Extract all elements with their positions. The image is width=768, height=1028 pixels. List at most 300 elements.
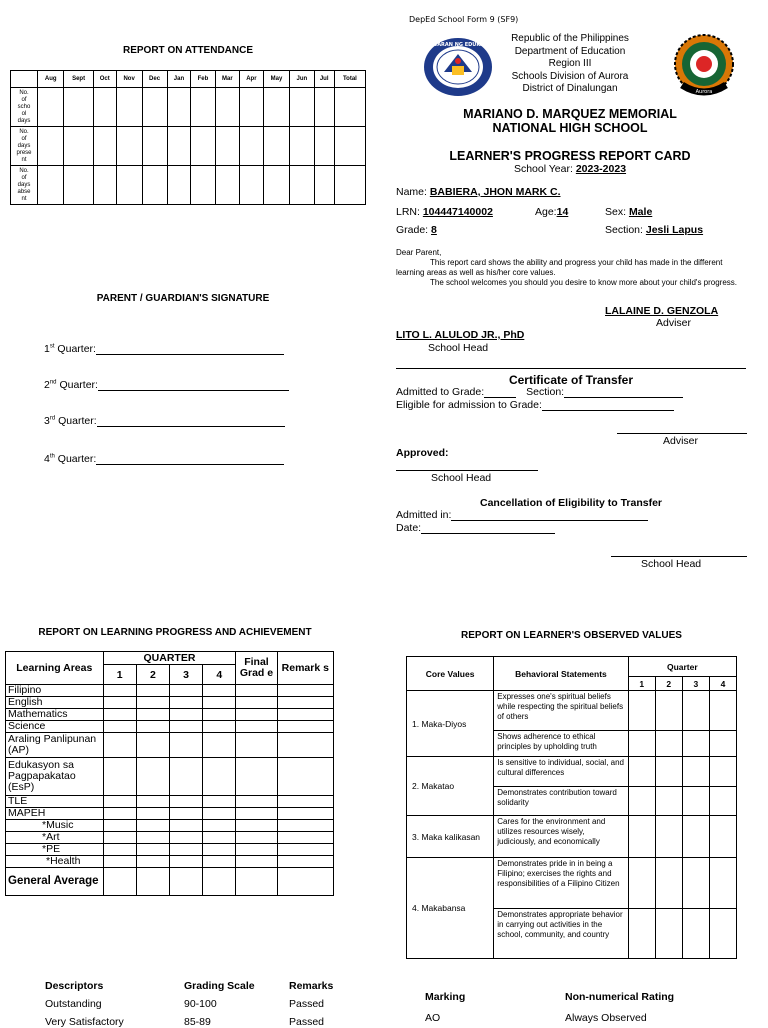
behavioral-statement: Cares for the environment and utilizes resources wisely, judiciously, and economically xyxy=(494,816,628,858)
scale-cell: 90-100 xyxy=(184,998,217,1010)
attendance-title: REPORT ON ATTENDANCE xyxy=(123,45,253,56)
attendance-cell[interactable] xyxy=(334,88,365,127)
transfer-section-line xyxy=(564,388,683,398)
attendance-row-label-part: days xyxy=(17,117,31,124)
values-rating-cell[interactable] xyxy=(709,731,736,757)
values-rating-cell[interactable] xyxy=(655,816,682,858)
values-rating-cell[interactable] xyxy=(682,731,709,757)
learning-area-row xyxy=(6,808,334,820)
values-rating-cell[interactable] xyxy=(655,757,682,787)
quarter-number-header: 4 xyxy=(203,665,236,685)
quarter-number: 1 xyxy=(44,343,50,355)
col-core-values: Core Values xyxy=(407,657,494,691)
attendance-row-label-part: scho xyxy=(17,103,31,110)
learner-lrn xyxy=(396,206,493,218)
values-rating-cell[interactable] xyxy=(709,691,736,731)
attendance-cell[interactable] xyxy=(290,88,314,127)
scale-cell: Passed xyxy=(289,1016,325,1028)
attendance-cell[interactable] xyxy=(215,88,239,127)
learner-grade xyxy=(396,224,437,236)
letter-paragraph-1: This report card shows the ability and progress your child has made in the different learning areas as well as his/her core values. xyxy=(396,258,723,277)
learning-area-row xyxy=(6,856,334,868)
values-rating-cell[interactable] xyxy=(628,731,655,757)
grade-cell[interactable] xyxy=(203,868,236,896)
values-rating-cell[interactable] xyxy=(628,909,655,959)
grade-cell[interactable] xyxy=(169,685,202,697)
marking-header: Marking xyxy=(425,991,466,1003)
attendance-month-header: Aug xyxy=(38,71,64,88)
grade-cell[interactable] xyxy=(136,697,169,709)
values-rating-cell[interactable] xyxy=(709,816,736,858)
values-rating-cell[interactable] xyxy=(655,909,682,959)
grade-cell[interactable] xyxy=(277,697,333,709)
attendance-row-label-part: ol xyxy=(21,110,27,117)
marking-header: Non-numerical Rating xyxy=(565,991,675,1003)
attendance-cell[interactable] xyxy=(93,166,116,205)
grade-cell[interactable] xyxy=(277,733,333,758)
grade-cell[interactable] xyxy=(169,856,202,868)
grade-cell[interactable] xyxy=(136,709,169,721)
behavioral-statement: Demonstrates pride in in being a Filipino; exercises the rights and responsibilities of a Filipino Citizen xyxy=(494,858,628,909)
approved-label: Approved: xyxy=(396,447,449,459)
grade-cell[interactable] xyxy=(236,832,277,844)
attendance-cell[interactable] xyxy=(64,166,93,205)
grade-cell[interactable] xyxy=(103,685,136,697)
section-label: Section: xyxy=(605,224,646,236)
general-average-row xyxy=(6,868,334,896)
quarter-label: Quarter: xyxy=(54,453,97,465)
attendance-row-label-part: prese xyxy=(16,149,32,156)
signature-line[interactable] xyxy=(98,381,289,391)
grade-cell[interactable] xyxy=(136,856,169,868)
attendance-corner xyxy=(11,71,38,88)
transfer-adviser-label: Adviser xyxy=(663,435,699,447)
grade-cell[interactable] xyxy=(136,758,169,796)
grade-cell[interactable] xyxy=(136,820,169,832)
grade-cell[interactable] xyxy=(169,721,202,733)
attendance-cell[interactable] xyxy=(290,127,314,166)
transfer-admitted xyxy=(396,386,683,398)
attendance-row-label-part: No. xyxy=(19,128,29,135)
learning-area-row xyxy=(6,796,334,808)
transfer-section-label: Section: xyxy=(526,386,565,398)
grade-cell[interactable] xyxy=(236,697,277,709)
progress-title: REPORT ON LEARNING PROGRESS AND ACHIEVEMENT xyxy=(38,627,312,638)
values-rating-cell[interactable] xyxy=(628,787,655,816)
core-value: 3. Maka kalikasan xyxy=(407,816,494,858)
values-rating-cell[interactable] xyxy=(709,909,736,959)
government-line: Region III xyxy=(548,58,592,69)
signature-line[interactable] xyxy=(97,417,285,427)
grade-cell[interactable] xyxy=(169,697,202,709)
learning-area-name: Araling Panlipunan (AP) xyxy=(6,733,104,758)
grade-cell[interactable] xyxy=(203,709,236,721)
attendance-cell[interactable] xyxy=(93,88,116,127)
attendance-cell[interactable] xyxy=(240,166,264,205)
name-value: BABIERA, JHON MARK C. xyxy=(429,186,561,198)
values-row xyxy=(407,691,737,731)
attendance-cell[interactable] xyxy=(314,127,334,166)
grade-cell[interactable] xyxy=(277,868,333,896)
attendance-cell[interactable] xyxy=(215,127,239,166)
attendance-row xyxy=(11,127,366,166)
grade-cell[interactable] xyxy=(103,820,136,832)
scale-cell: Passed xyxy=(289,998,325,1010)
attendance-cell[interactable] xyxy=(167,88,191,127)
grade-cell[interactable] xyxy=(277,808,333,820)
learning-area-name: Filipino xyxy=(6,685,104,697)
eligible-line xyxy=(542,401,674,411)
grade-cell[interactable] xyxy=(203,685,236,697)
scale-header: Descriptors xyxy=(45,980,104,992)
grade-cell[interactable] xyxy=(236,685,277,697)
attendance-cell[interactable] xyxy=(167,127,191,166)
attendance-cell[interactable] xyxy=(334,127,365,166)
admitted-grade-line xyxy=(484,388,516,398)
learning-area-row xyxy=(6,758,334,796)
grade-cell[interactable] xyxy=(103,844,136,856)
date-label: Date: xyxy=(396,522,422,534)
behavioral-statement: Is sensitive to individual, social, and cultural differences xyxy=(494,757,628,787)
values-row xyxy=(407,757,737,787)
grade-cell[interactable] xyxy=(203,844,236,856)
col-final-grade: Final Grad e xyxy=(236,652,277,685)
values-rating-cell[interactable] xyxy=(655,691,682,731)
behavioral-statement: Shows adherence to ethical principles by upholding truth xyxy=(494,731,628,757)
school-year xyxy=(400,163,740,175)
values-rating-cell[interactable] xyxy=(709,787,736,816)
grade-cell[interactable] xyxy=(103,808,136,820)
col-quarter: QUARTER xyxy=(103,652,236,665)
grade-cell[interactable] xyxy=(103,733,136,758)
quarter-suffix: rd xyxy=(49,415,56,422)
attendance-cell[interactable] xyxy=(334,166,365,205)
age-label: Age: xyxy=(535,206,557,218)
grade-cell[interactable] xyxy=(103,697,136,709)
grade-cell[interactable] xyxy=(203,697,236,709)
values-rating-cell[interactable] xyxy=(628,816,655,858)
grade-cell[interactable] xyxy=(136,844,169,856)
grade-cell[interactable] xyxy=(136,868,169,896)
attendance-cell[interactable] xyxy=(290,166,314,205)
attendance-month-header: Nov xyxy=(116,71,142,88)
attendance-cell[interactable] xyxy=(38,166,64,205)
cancellation-school-head-label: School Head xyxy=(641,558,702,570)
school-year-value: 2023-2023 xyxy=(575,163,627,175)
learning-area-row xyxy=(6,733,334,758)
learning-area-row xyxy=(6,820,334,832)
grade-cell[interactable] xyxy=(169,733,202,758)
grade-cell[interactable] xyxy=(169,868,202,896)
attendance-row-label xyxy=(11,166,38,205)
grade-cell[interactable] xyxy=(277,856,333,868)
grade-cell[interactable] xyxy=(203,832,236,844)
values-quarter-number: 1 xyxy=(628,677,655,691)
grade-cell[interactable] xyxy=(136,796,169,808)
core-value: 1. Maka-Diyos xyxy=(407,691,494,757)
grade-cell[interactable] xyxy=(236,796,277,808)
grade-cell[interactable] xyxy=(277,721,333,733)
learning-area-name: *PE xyxy=(6,844,104,856)
government-line: Schools Division of Aurora xyxy=(511,70,629,82)
sex-value: Male xyxy=(628,206,653,218)
signature-quarter-1 xyxy=(44,343,284,355)
school-name-line-1: MARIANO D. MARQUEZ MEMORIAL xyxy=(463,107,677,121)
learning-area-name: MAPEH xyxy=(6,808,104,820)
adviser-title: Adviser xyxy=(656,317,692,329)
signature-quarter-3 xyxy=(44,415,285,427)
grade-cell[interactable] xyxy=(203,721,236,733)
attendance-row-label-part: nt xyxy=(21,195,27,202)
grade-cell[interactable] xyxy=(277,832,333,844)
quarter-suffix: th xyxy=(49,453,55,460)
grade-cell[interactable] xyxy=(236,844,277,856)
government-line: Republic of the Philippines xyxy=(511,33,629,44)
grade-cell[interactable] xyxy=(169,808,202,820)
attendance-cell[interactable] xyxy=(263,166,289,205)
attendance-row-label-part: No. xyxy=(19,167,29,174)
attendance-row-label-part: nt xyxy=(21,156,27,163)
attendance-month-header: Jul xyxy=(314,71,334,88)
signature-line[interactable] xyxy=(96,455,284,465)
lrn-value: 104447140002 xyxy=(422,206,493,218)
attendance-cell[interactable] xyxy=(240,127,264,166)
attendance-cell[interactable] xyxy=(64,127,93,166)
grade-cell[interactable] xyxy=(203,820,236,832)
admitted-in-line xyxy=(451,511,648,521)
learning-area-name: *Art xyxy=(6,832,104,844)
values-rating-cell[interactable] xyxy=(628,757,655,787)
attendance-cell[interactable] xyxy=(263,127,289,166)
grade-cell[interactable] xyxy=(236,709,277,721)
quarter-number-header: 2 xyxy=(136,665,169,685)
attendance-month-header: Total xyxy=(334,71,365,88)
values-title: REPORT ON LEARNER'S OBSERVED VALUES xyxy=(461,630,682,641)
values-rating-cell[interactable] xyxy=(682,858,709,909)
school-name-line-2: NATIONAL HIGH SCHOOL xyxy=(492,121,648,135)
attendance-cell[interactable] xyxy=(64,88,93,127)
transfer-eligible xyxy=(396,399,674,411)
grade-cell[interactable] xyxy=(236,808,277,820)
grade-cell[interactable] xyxy=(236,820,277,832)
attendance-cell[interactable] xyxy=(93,127,116,166)
values-rating-cell[interactable] xyxy=(655,858,682,909)
attendance-cell[interactable] xyxy=(314,88,334,127)
attendance-table xyxy=(10,70,366,205)
grade-cell[interactable] xyxy=(103,868,136,896)
grade-cell[interactable] xyxy=(169,832,202,844)
grade-cell[interactable] xyxy=(277,685,333,697)
grade-cell[interactable] xyxy=(236,868,277,896)
government-line: Department of Education xyxy=(514,45,626,57)
grade-cell[interactable] xyxy=(169,844,202,856)
values-quarter-number: 4 xyxy=(709,677,736,691)
attendance-cell[interactable] xyxy=(38,127,64,166)
parent-letter xyxy=(396,248,741,288)
signature-title: PARENT / GUARDIAN'S SIGNATURE xyxy=(96,293,270,304)
learning-area-name: *Health xyxy=(6,856,104,868)
government-line: District of Dinalungan xyxy=(522,83,618,94)
learning-area-name: Edukasyon sa Pagpapakatao (EsP) xyxy=(6,758,104,796)
progress-table xyxy=(5,651,334,896)
learner-age xyxy=(535,206,568,218)
grade-cell[interactable] xyxy=(103,796,136,808)
quarter-number: 3 xyxy=(44,415,50,427)
section-divider xyxy=(396,368,746,369)
values-rating-cell[interactable] xyxy=(682,691,709,731)
grade-cell[interactable] xyxy=(203,796,236,808)
quarter-number-header: 3 xyxy=(169,665,202,685)
school-year-label: School Year: xyxy=(513,163,576,175)
learning-area-name: *Music xyxy=(6,820,104,832)
grade-cell[interactable] xyxy=(136,721,169,733)
learner-section xyxy=(605,224,703,236)
attendance-month-header: Sept xyxy=(64,71,93,88)
grade-cell[interactable] xyxy=(236,758,277,796)
learning-area-row xyxy=(6,832,334,844)
grade-cell[interactable] xyxy=(203,808,236,820)
attendance-row-label xyxy=(11,88,38,127)
learning-area-name: Science xyxy=(6,721,104,733)
sex-label: Sex: xyxy=(605,206,629,218)
values-rating-cell[interactable] xyxy=(682,909,709,959)
approved-line xyxy=(396,470,538,471)
grade-cell[interactable] xyxy=(169,709,202,721)
cancellation-title: Cancellation of Eligibility to Transfer xyxy=(479,497,663,509)
grade-cell[interactable] xyxy=(103,758,136,796)
attendance-row-label xyxy=(11,127,38,166)
grade-cell[interactable] xyxy=(236,856,277,868)
government-header xyxy=(470,33,670,96)
grade-cell[interactable] xyxy=(103,832,136,844)
values-rating-cell[interactable] xyxy=(709,757,736,787)
grade-cell[interactable] xyxy=(236,733,277,758)
behavioral-statement: Demonstrates contribution toward solidarity xyxy=(494,787,628,816)
values-rating-cell[interactable] xyxy=(682,757,709,787)
attendance-cell[interactable] xyxy=(116,88,142,127)
values-quarter-number: 3 xyxy=(682,677,709,691)
attendance-row xyxy=(11,88,366,127)
transfer-school-head-label: School Head xyxy=(431,472,492,484)
attendance-cell[interactable] xyxy=(191,166,215,205)
attendance-cell[interactable] xyxy=(191,88,215,127)
grade-cell[interactable] xyxy=(169,796,202,808)
grade-cell[interactable] xyxy=(136,733,169,758)
signature-line[interactable] xyxy=(96,345,284,355)
grade-cell[interactable] xyxy=(136,685,169,697)
attendance-cell[interactable] xyxy=(191,127,215,166)
signature-quarter-2 xyxy=(44,379,289,391)
scale-cell: Outstanding xyxy=(45,998,102,1010)
grade-cell[interactable] xyxy=(103,856,136,868)
learning-area-name: TLE xyxy=(6,796,104,808)
grade-cell[interactable] xyxy=(136,808,169,820)
attendance-month-header: Apr xyxy=(240,71,264,88)
grade-value: 8 xyxy=(431,224,437,236)
attendance-row-label-part: abse xyxy=(17,188,31,195)
letter-paragraph-2: The school welcomes you should you desire to know more about your child's progress. xyxy=(430,278,738,287)
quarter-suffix: st xyxy=(49,343,55,350)
values-rating-cell[interactable] xyxy=(628,858,655,909)
attendance-cell[interactable] xyxy=(116,127,142,166)
grade-cell[interactable] xyxy=(203,733,236,758)
grade-cell[interactable] xyxy=(103,709,136,721)
marking-cell: Always Observed xyxy=(565,1012,647,1024)
attendance-cell[interactable] xyxy=(215,166,239,205)
admitted-grade-label: Admitted to Grade: xyxy=(396,386,485,398)
quarter-label: Quarter: xyxy=(55,415,97,427)
scale-header: Grading Scale xyxy=(184,980,255,992)
attendance-cell[interactable] xyxy=(314,166,334,205)
attendance-cell[interactable] xyxy=(38,88,64,127)
cancellation-head-line xyxy=(611,556,747,557)
grade-cell[interactable] xyxy=(277,709,333,721)
grade-cell[interactable] xyxy=(277,820,333,832)
form-label: DepEd School Form 9 (SF9) xyxy=(409,15,519,24)
values-rating-cell[interactable] xyxy=(655,787,682,816)
school-head-title: School Head xyxy=(428,342,489,354)
adviser-name: LALAINE D. GENZOLA xyxy=(605,305,719,317)
values-row xyxy=(407,816,737,858)
section-value: Jesli Lapus xyxy=(645,224,704,236)
attendance-row-label-part: of xyxy=(21,174,27,181)
eligible-label: Eligible for admission to Grade: xyxy=(396,399,542,411)
quarter-number: 4 xyxy=(44,453,50,465)
attendance-row xyxy=(11,166,366,205)
grade-cell[interactable] xyxy=(103,721,136,733)
behavioral-statement: Demonstrates appropriate behavior in carrying out activities in the school, community, and country xyxy=(494,909,628,959)
attendance-row-label-part: of xyxy=(21,135,27,142)
grade-cell[interactable] xyxy=(169,758,202,796)
grade-cell[interactable] xyxy=(277,796,333,808)
lrn-label: LRN: xyxy=(396,206,423,218)
values-quarter-number: 2 xyxy=(655,677,682,691)
scale-cell: Very Satisfactory xyxy=(45,1016,124,1028)
grade-cell[interactable] xyxy=(277,844,333,856)
grade-cell[interactable] xyxy=(203,856,236,868)
cancellation-date xyxy=(396,522,555,534)
core-value: 2. Makatao xyxy=(407,757,494,816)
values-rating-cell[interactable] xyxy=(682,816,709,858)
division-seal-icon xyxy=(668,33,740,99)
scale-cell: 85-89 xyxy=(184,1016,211,1028)
attendance-cell[interactable] xyxy=(263,88,289,127)
grade-cell[interactable] xyxy=(169,820,202,832)
col-values-quarter: Quarter xyxy=(628,657,736,677)
values-rating-cell[interactable] xyxy=(655,731,682,757)
attendance-cell[interactable] xyxy=(142,88,167,127)
grade-cell[interactable] xyxy=(203,758,236,796)
scale-header: Remarks xyxy=(289,980,334,992)
grade-cell[interactable] xyxy=(277,758,333,796)
attendance-cell[interactable] xyxy=(142,166,167,205)
grade-cell[interactable] xyxy=(236,721,277,733)
values-rating-cell[interactable] xyxy=(682,787,709,816)
values-table xyxy=(406,656,737,959)
attendance-cell[interactable] xyxy=(240,88,264,127)
transfer-title: Certificate of Transfer xyxy=(508,373,634,387)
grade-cell[interactable] xyxy=(136,832,169,844)
attendance-cell[interactable] xyxy=(167,166,191,205)
attendance-month-header: Jun xyxy=(290,71,314,88)
age-value: 14 xyxy=(556,206,569,218)
school-name xyxy=(400,107,740,135)
learner-name xyxy=(396,186,561,198)
attendance-cell[interactable] xyxy=(142,127,167,166)
values-rating-cell[interactable] xyxy=(709,858,736,909)
attendance-cell[interactable] xyxy=(116,166,142,205)
values-rating-cell[interactable] xyxy=(628,691,655,731)
